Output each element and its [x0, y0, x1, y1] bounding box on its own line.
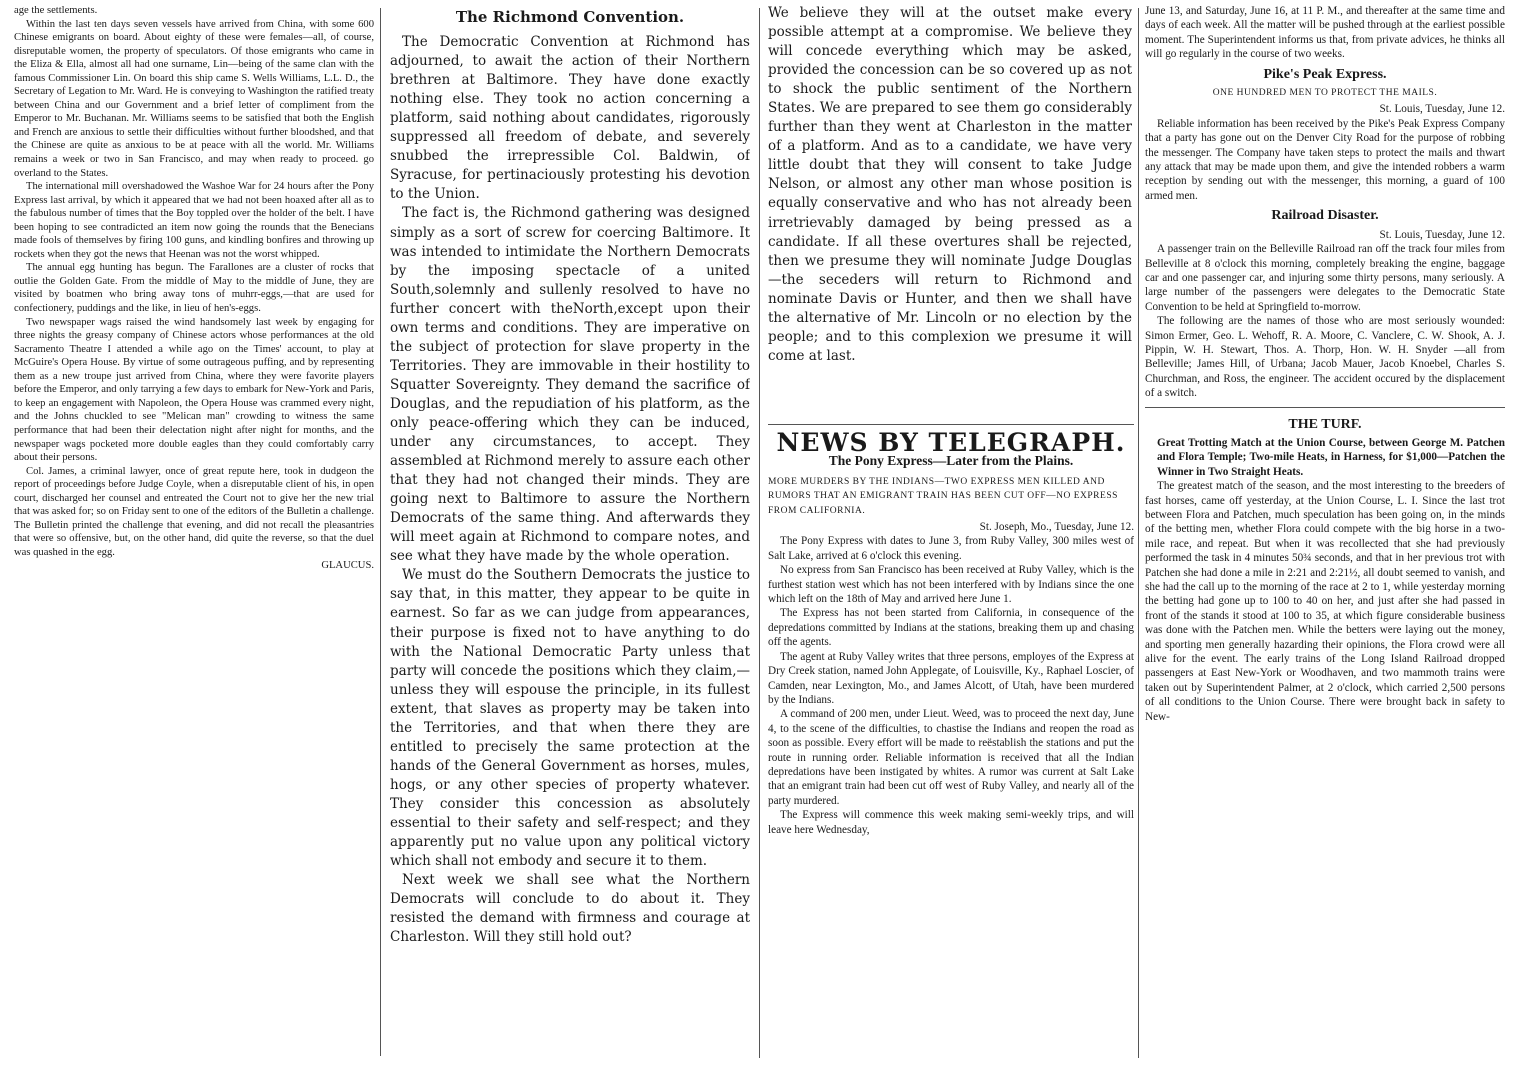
article-subhead: MORE MURDERS BY THE INDIANS—TWO EXPRESS MEN KILLED AND RUMORS THAT AN EMIGRANT TRAIN HAS BEEN CUT OFF—NO EXPRESS FROM CALIFORNIA.: [768, 476, 1118, 516]
column-california-letter: [14, 4, 374, 1004]
paragraph: Col. James, a criminal lawyer, once of great repute here, took in dudgeon the report of proceedings before Judge Coyle, when a disreputable client of his, in open court, discharged her counsel and entreated the Court not to give her the new trial that was asked for; so on Friday sent to one of the editors of the Bulletin a challenge. The Bulletin printed the challenge that evening, and did not recall the pleasantries that were so offensive, but, on the other hand, did quite the reverse, so that the duel was quashed in the egg.: [14, 465, 374, 558]
turf-lead: Great Trotting Match at the Union Course, between George M. Patchen and Flora Temple; Two-mile Heats, in Harness, for $1,000—Patchen the Winner in Two Straight Heats.: [1157, 436, 1505, 478]
paragraph: We believe they will at the outset make every possible attempt at a compromise. We believe they will concede everything which may be asked, provided the concession can be so covered up as not to shock the public sentiment of the Northern States. We are prepared to see them go considerably further than they went at Charleston in the matter of a platform. And as to a candidate, we have very little doubt that they will consent to take Judge Nelson, or almost any other man whose position is equally conservative and who has not already been irretrievably damaged by being pressed as a candidate. If all these overtures shall be rejected, then we presume they will nominate Judge Douglas—the seceders will return to Richmond and nominate Davis or Hunter, and then we shall have the alternative of Mr. Lincoln or no election by the people; and to this complexion we presume it will come at last.: [768, 5, 1132, 364]
column-telegraph-continued: [1145, 4, 1505, 1064]
paragraph: The agent at Ruby Valley writes that three persons, employes of the Express at Dry Creek station, named John Applegate, of Louisville, Ky., Raphael Loscier, of Camden, near Lexington, Mo., and James Alcott, of Utah, have been murdered by the Indians.: [768, 650, 1134, 706]
paragraph: The international mill overshadowed the Washoe War for 24 hours after the Pony Express last arrival, by which it appeared that we had not been hoaxed after all as to the fabulous number of times that the Boy toppled over the holder of the belt. I have been hoping to see contradicted an item now going the rounds that the Benecians made fools of themselves by firing 100 guns, and kindling bonfires and throwing up rockets when they got the news that Heenan was not the worst whipped.: [14, 181, 374, 260]
paragraph: Next week we shall see what the Northern Democrats will conclude to do about it. They resisted the demand with firmness and courage at Charleston. Will they still hold out?: [390, 872, 750, 946]
paragraph: The following are the names of those who are most seriously wounded: Simon Ermer, Geo. L. Wehoff, R. A. Moore, C. Vanclere, C. W. Shook, A. J. Pippin, W. H. Stewart, Thos. A. Thorp, Hon. W. H. Snyder —all from Belleville; James Hill, of Urbana; Jacob Mauer, Jacob Knoebel, Charles S. Churchman, and Ross, the engineer. The accident occured by the displacement of a switch.: [1145, 315, 1505, 400]
paragraph: The Express will commence this week making semi-weekly trips, and will leave here Wednesday,: [768, 809, 1134, 836]
dateline: St. Louis, Tuesday, June 12.: [1379, 228, 1505, 241]
paragraph: We must do the Southern Democrats the justice to say that, in this matter, they appear to be quite in earnest. So far as we can judge from appearances, their purpose is fixed not to have anything to do with the National Democratic Party unless that party will concede the positions which they claim,—unless they will espouse the principle, in its fullest extent, that slaves as property may be taken into the Territories, and that when there they are entitled to precisely the same protection at the hands of the General Government as horses, mules, hogs, or any other species of property whatever. They consider this concession as absolutely essential to their safety and self-respect; and they apparently put no value upon any political victory which shall not embody and secure it to them.: [390, 567, 750, 870]
column-richmond-convention: [390, 4, 750, 1060]
paragraph: Two newspaper wags raised the wind handsomely last week by engaging for three nights the greasy company of Chinese actors whose performances at the old Sacramento Theatre I attended a while ago on the Times' account, to play at McGuire's Opera House. By virtue of some outrageous puffing, and by representing them as a new troupe just arrived from China, where they were favorite players before the Emperor, and only tarrying a few days to embark for New-York and Paris, to keep an engagement with Napoleon, the Opera House was crammed every night, and the Johns chuckled to see "Melican man" crowding to witness the same performance that had been their delectation night after night for months, and the newspaper wags pocketed more double eagles than they could comfortably carry about their persons.: [14, 316, 374, 464]
railroad-headline: Railroad Disaster.: [1271, 208, 1379, 224]
paragraph: The Democratic Convention at Richmond has adjourned, to await the action of their Northern brethren at Baltimore. They have done exactly nothing else. They took no action concerning a platform, said nothing about candidates, rigorously suppressed all freedom of debate, and severely snubbed the irrepressible Col. Baldwin, of Syracuse, for pertinaciously protesting his devotion to the Union.: [390, 34, 750, 203]
turf-section: [1145, 407, 1505, 725]
paragraph: The greatest match of the season, and the most interesting to the breeders of fast horses, came off yesterday, at the Union Course, L. I. Since the last trot between Flora and Patchen, much speculation has been going on, in the minds of the betting men, whether Flora could compete with the big horse in a two-mile race, and repeat. But when it was recollected that she had previously performed the task in 4 minutes 50¾ seconds, and that in her previous trot with Patchen she had done a mile in 2:21 and 2:21½, all doubt seemed to vanish, and she had the call up to the morning of the race at 2 to 1, while yesterday morning the betting had gone up to 100 to 40 on her, and just after she had passed in front of the stands it stood at 100 to 35, at which figure considerable business was done with the Patchen men. While the betters were laying out the money, and sporting men generally hazarding their opinions, the Flora crowd were all alive for the event. The early trains of the Long Island Railroad dropped passengers at East New-York or Woodhaven, and two mammoth trains were taken out by Superintendent Palmer, at 2 o'clock, which carried 2,500 persons of all conditions to the Union Course. There were brought back in safety to New-: [1145, 480, 1505, 723]
column-rule-2: [759, 8, 760, 1058]
paragraph: June 13, and Saturday, June 16, at 11 P. M., and thereafter at the same time and days of each week. All the matter will be pushed through at the earliest possible moment. The Superintendent informs us that, from private advices, he thinks all will go regularly in the course of two weeks.: [1145, 5, 1505, 61]
article-headline: The Pony Express—Later from the Plains.: [828, 453, 1074, 469]
news-by-telegraph: [768, 428, 1134, 1054]
paragraph: The Express has not been started from California, in consequence of the depredations committed by Indians at the stations, breaking them up and chasing off the agents.: [768, 607, 1134, 649]
paragraph: Reliable information has been received by the Pike's Peak Express Company that a party has gone out on the Denver City Road for the purpose of robbing the messenger. The Company have taken steps to protect the mails and thwart any attack that may be made upon them, and give the intended robbers a warm reception by sending out with the messenger, this morning, a guard of 100 armed men.: [1145, 117, 1505, 202]
telegraph-masthead: NEWS BY TELEGRAPH.: [776, 428, 1126, 457]
column-rule-1: [380, 8, 381, 1056]
telegraph-rule: [768, 424, 1134, 425]
dateline: St. Louis, Tuesday, June 12.: [1379, 103, 1505, 116]
paragraph: Within the last ten days seven vessels have arrived from China, with some 600 Chinese emigrants on board. About eighty of these were females—all, of course, disreputable women, the property of speculators. Of those emigrants who came in the Eliza & Ella, almost all had one surname, Lin—being of the same clan with the famous Commissioner Lin. On board this ship came S. Wells Williams, L.L. D., the Secretary of Legation to Mr. Ward. He is conveying to Washington the ratified treaty between China and our Government and a brief letter of compliment from the Emperor to Mr. Buchanan. Mr. Williams seems to be satisfied that both the English and French are anxious to settle their difficulties without further bloodshed, and that the Chinese are quite as anxious to be at peace with all the world. Mr. Williams remains a week or two in San Francisco, and may when ready to proceed. go overland to the States.: [14, 18, 374, 179]
pikes-peak-headline: Pike's Peak Express.: [1263, 66, 1387, 82]
signature: GLAUCUS.: [321, 560, 374, 572]
dateline: St. Joseph, Mo., Tuesday, June 12.: [979, 521, 1134, 534]
pikes-peak-subhead: ONE HUNDRED MEN TO PROTECT THE MAILS.: [1212, 88, 1438, 99]
paragraph: A passenger train on the Belleville Railroad ran off the track four miles from Belleville at 8 o'clock this morning, completely breaking the engine, baggage car and one passenger car, and injuring some thirty persons, many seriously. A large number of the passengers were delegates to the Democratic State Convention to be held at Springfield to-morrow.: [1145, 243, 1505, 313]
paragraph: The Pony Express with dates to June 3, from Ruby Valley, 300 miles west of Salt Lake, arrived at 6 o'clock this evening.: [768, 535, 1134, 562]
paragraph: A command of 200 men, under Lieut. Weed, was to proceed the next day, June 4, to the scene of the difficulties, to chastise the Indians and reopen the road as soon as possible. Every effort will be made to reëstablish the stations and put the route in running order. Reliable information is received that all the Indian depredations have been instigated by whites. A rumor was current at Salt Lake that an emigrant train had been cut off west of Ruby Valley, and nearly all of the party murdered.: [768, 708, 1134, 807]
paragraph: age the settlements.: [14, 5, 98, 16]
paragraph: No express from San Francisco has been received at Ruby Valley, which is the furthest station west which has not been interfered with by Indians since the one which left on the 18th of May and arrived here June 1.: [768, 564, 1134, 606]
turf-headline: THE TURF.: [1288, 416, 1362, 432]
column-richmond-continued: [768, 4, 1132, 414]
column-rule-3: [1138, 8, 1139, 1058]
paragraph: The fact is, the Richmond gathering was designed simply as a sort of screw for coercing Baltimore. It was intended to intimidate the Northern Democrats by the imposing spectacle of a united South,solemnly and sullenly resolved to have no further concert with theNorth,except upon their own terms and conditions. They are imperative on the subject of protection for slave property in the Territories. They are immovable in their hostility to Squatter Sovereignty. They demand the sacrifice of Douglas, and the repudiation of his platform, as the only peace-offering which they can be induced, under any circumstances, to accept. They assembled at Richmond merely to assure each other that they had not changed their minds. They are going next to Baltimore to assure the Northern Democrats of the same thing. And afterwards they will meet again at Richmond to compare notes, and see what they have made by the whole operation.: [390, 205, 750, 565]
paragraph: The annual egg hunting has begun. The Farallones are a cluster of rocks that outlie the Golden Gate. From the middle of May to the middle of June, they are visited by boatmen who bring away tons of muhrr-eggs,—that are used for confectionery, puddings and the like, in lieu of hen's-eggs.: [14, 262, 374, 315]
article-headline: The Richmond Convention.: [455, 8, 685, 26]
